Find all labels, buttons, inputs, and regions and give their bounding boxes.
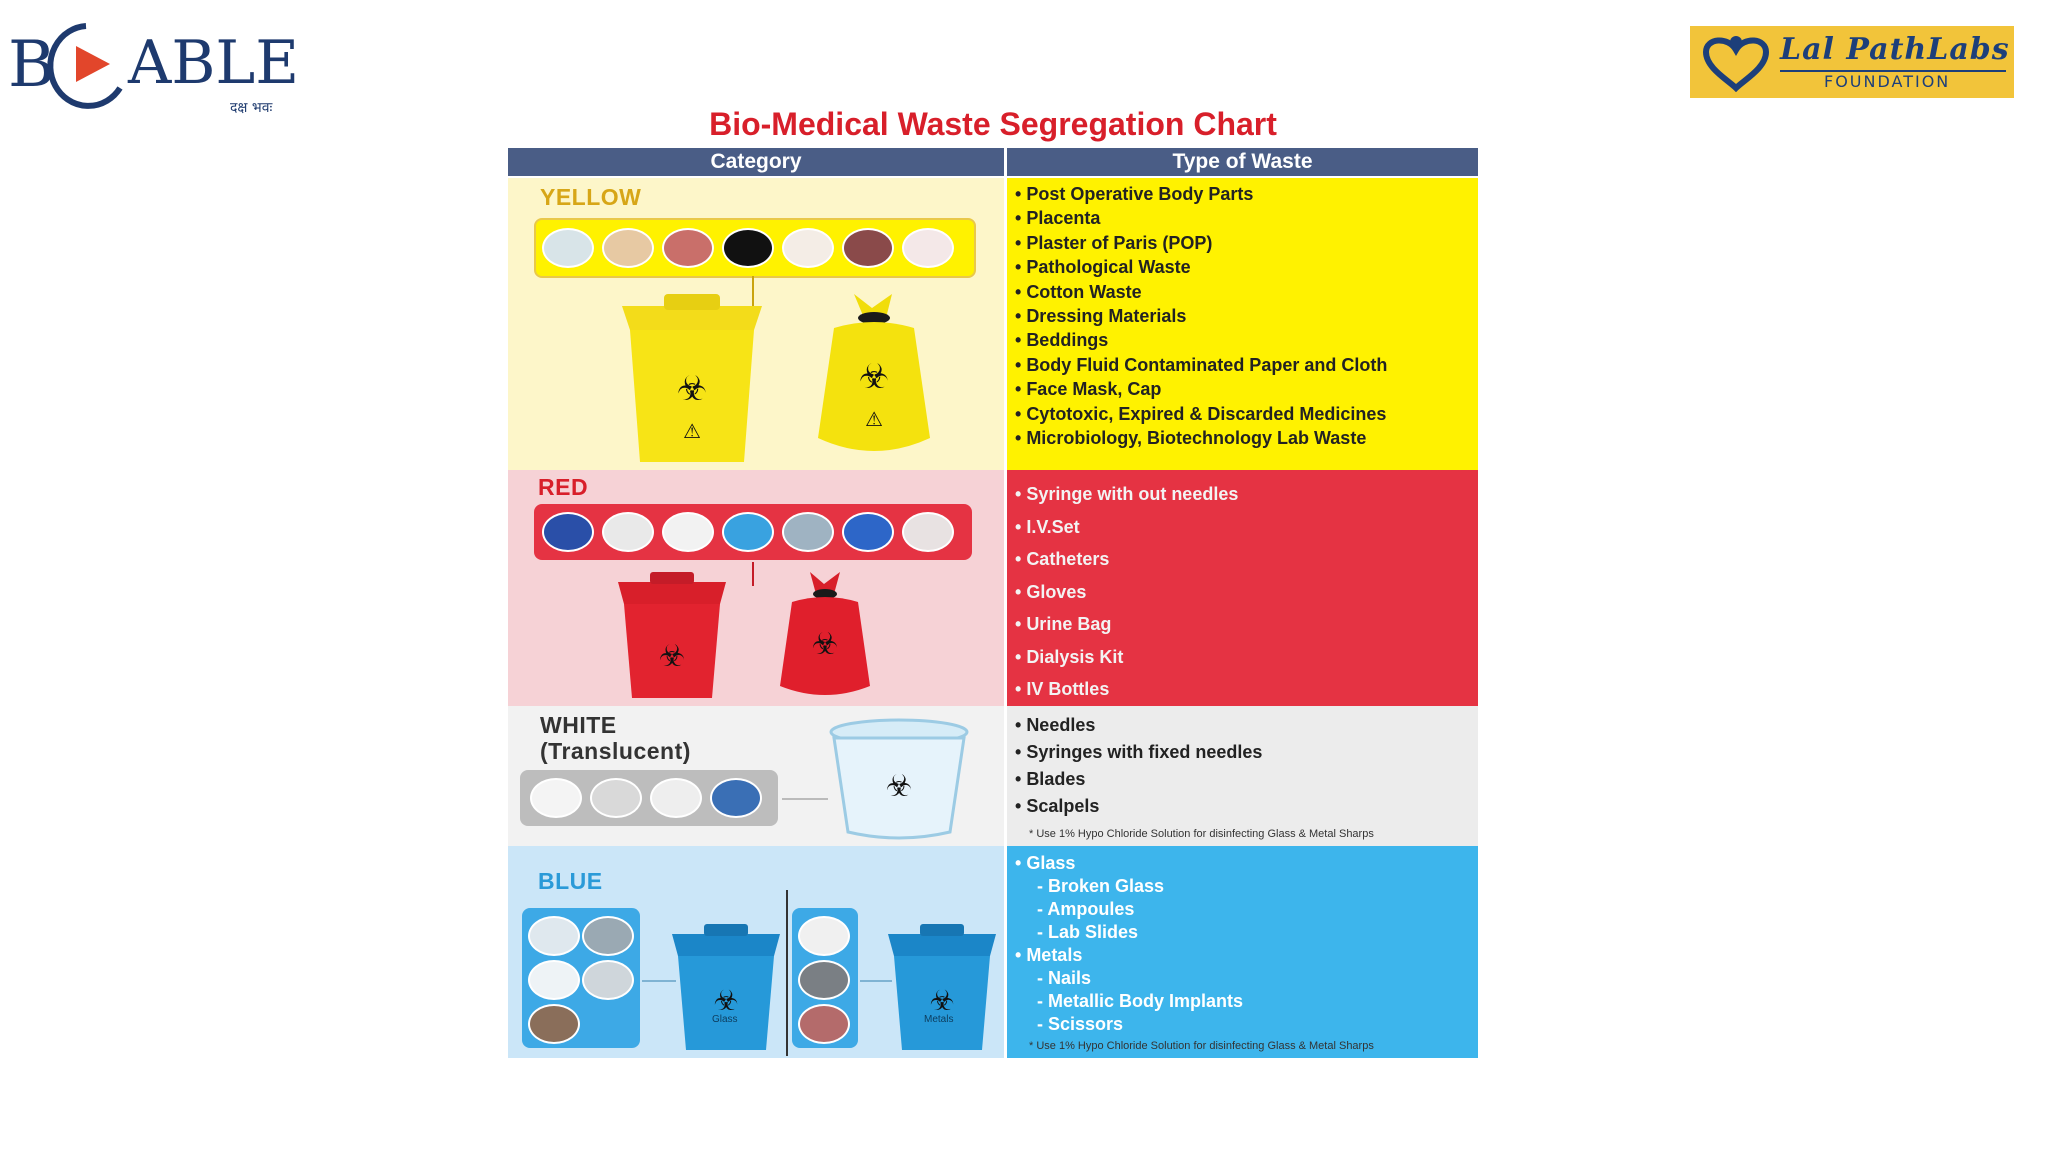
logo-tagline: दक्ष भवः: [230, 100, 273, 116]
yellow-bag-icon: [804, 288, 944, 464]
nails-thumb: [798, 916, 850, 956]
list-subitem: - Nails: [1015, 967, 1243, 990]
svg-text:☣: ☣: [676, 369, 708, 409]
glass-items-strip: [522, 908, 640, 1048]
mask-thumb: [542, 228, 594, 268]
medicine-thumb: [662, 228, 714, 268]
implants-thumb: [798, 960, 850, 1000]
red-bag-icon: [770, 568, 880, 702]
needles-thumb: [530, 778, 582, 818]
iv-bottles-thumb: [902, 512, 954, 552]
svg-text:☣: ☣: [858, 357, 890, 397]
scissors-thumb: [798, 1004, 850, 1044]
syringe-needle-thumb: [590, 778, 642, 818]
blue-type-cell: [1007, 846, 1478, 1058]
svg-text:☣: ☣: [811, 627, 839, 662]
white-disinfect-note: * Use 1% Hypo Chloride Solution for disinfecting Glass & Metal Sharps: [1029, 828, 1374, 840]
header-type: Type of Waste: [1007, 148, 1478, 176]
broken-glass-thumb: [582, 916, 634, 956]
lab-slides-thumb: [528, 1004, 580, 1044]
row-blue: [508, 846, 1478, 1058]
logo-word: ABLE: [128, 28, 300, 98]
lal-pathlabs-logo: [1690, 26, 2014, 98]
white-container-icon: [826, 716, 972, 842]
metal-items-strip: [792, 908, 858, 1048]
header-category: Category: [508, 148, 1004, 176]
list-item: • I.V.Set: [1015, 511, 1238, 544]
heart-hands-icon: [1698, 32, 1774, 92]
yellow-type-cell: [1007, 178, 1478, 470]
enable-logo: [8, 18, 300, 116]
vials-thumb: [582, 960, 634, 1000]
svg-text:⚠: ⚠: [865, 407, 883, 431]
list-item: • Blades: [1015, 766, 1262, 793]
row-red: [508, 470, 1478, 706]
ampoules-thumb: [528, 960, 580, 1000]
list-item: • Needles: [1015, 712, 1262, 739]
svg-text:☣: ☣: [885, 769, 913, 804]
chart-title: Bio-Medical Waste Segregation Chart: [709, 106, 1277, 142]
glass-bin-icon: [666, 922, 786, 1054]
dialysis-kit-thumb: [842, 512, 894, 552]
gloves-thumb: [782, 512, 834, 552]
list-item: • Scalpels: [1015, 793, 1262, 820]
scalpel-thumb: [710, 778, 762, 818]
svg-text:☣: ☣: [713, 984, 739, 1017]
list-item: • Placenta: [1015, 206, 1387, 230]
logo-letter: B: [8, 28, 56, 102]
blue-disinfect-note: * Use 1% Hypo Chloride Solution for disinfecting Glass & Metal Sharps: [1029, 1040, 1374, 1052]
category-name-blue: BLUE: [538, 868, 603, 894]
blue-category-cell: [508, 846, 1004, 1058]
red-type-cell: [1007, 470, 1478, 706]
blue-divider: [786, 890, 788, 1056]
white-connector: [782, 798, 828, 800]
white-type-cell: [1007, 706, 1478, 846]
red-bin-icon: [612, 570, 732, 702]
category-subname-white: (Translucent): [540, 738, 691, 764]
list-item: • Glass: [1015, 852, 1243, 875]
urine-bag-thumb: [722, 512, 774, 552]
list-item: • Syringes with fixed needles: [1015, 739, 1262, 766]
cotton-thumb: [902, 228, 954, 268]
list-subitem: - Metallic Body Implants: [1015, 990, 1243, 1013]
list-item: • Cytotoxic, Expired & Discarded Medicines: [1015, 402, 1387, 426]
placenta-thumb: [842, 228, 894, 268]
yellow-waste-list: [1015, 182, 1387, 450]
list-item: • Syringe with out needles: [1015, 478, 1238, 511]
category-name-white: WHITE: [540, 712, 617, 738]
red-connector: [752, 562, 754, 586]
list-subitem: - Lab Slides: [1015, 921, 1243, 944]
list-item: • Plaster of Paris (POP): [1015, 231, 1387, 255]
white-category-cell: [508, 706, 1004, 846]
row-white: [508, 706, 1478, 846]
red-waste-list: [1015, 478, 1238, 706]
red-items-strip: [534, 504, 972, 560]
list-item: • Post Operative Body Parts: [1015, 182, 1387, 206]
category-name-red: RED: [538, 474, 589, 500]
yellow-items-strip: [534, 218, 976, 278]
list-item: • Metals: [1015, 944, 1243, 967]
list-item: • Beddings: [1015, 328, 1387, 352]
glass-bin-label: Glass: [712, 1014, 738, 1025]
list-subitem: - Scissors: [1015, 1013, 1243, 1036]
list-item: • Body Fluid Contaminated Paper and Cloth: [1015, 353, 1387, 377]
metals-bin-label: Metals: [924, 1014, 954, 1025]
logo-sub: FOUNDATION: [1824, 72, 1951, 91]
category-name-yellow: YELLOW: [540, 184, 642, 210]
syringe-thumb: [542, 512, 594, 552]
list-item: • Dressing Materials: [1015, 304, 1387, 328]
svg-text:☣: ☣: [929, 984, 955, 1017]
yellow-category-cell: [508, 178, 1004, 470]
metals-bin-icon: [882, 922, 1002, 1054]
list-item: • Gloves: [1015, 576, 1238, 609]
white-waste-list: [1015, 712, 1262, 820]
row-yellow: [508, 178, 1478, 470]
bandage-thumb: [602, 228, 654, 268]
body-part-thumb: [782, 228, 834, 268]
list-item: • Face Mask, Cap: [1015, 377, 1387, 401]
blades-thumb: [650, 778, 702, 818]
svg-text:⚠: ⚠: [683, 419, 701, 443]
glass-thumb: [528, 916, 580, 956]
blue-waste-list: [1015, 852, 1243, 1036]
svg-text:☣: ☣: [658, 639, 686, 674]
list-item: • Catheters: [1015, 543, 1238, 576]
list-item: • Cotton Waste: [1015, 280, 1387, 304]
segregation-chart: [508, 104, 1478, 1056]
white-items-strip: [520, 770, 778, 826]
swab-thumb: [722, 228, 774, 268]
yellow-bin-icon: [612, 290, 772, 466]
list-subitem: - Broken Glass: [1015, 875, 1243, 898]
red-category-cell: [508, 470, 1004, 706]
catheter-thumb: [662, 512, 714, 552]
list-item: • Microbiology, Biotechnology Lab Waste: [1015, 426, 1387, 450]
list-subitem: - Ampoules: [1015, 898, 1243, 921]
logo-name: Lal PathLabs: [1780, 32, 2010, 67]
list-item: • Dialysis Kit: [1015, 641, 1238, 674]
iv-set-thumb: [602, 512, 654, 552]
list-item: • Pathological Waste: [1015, 255, 1387, 279]
play-icon: [46, 18, 126, 110]
list-item: • Urine Bag: [1015, 608, 1238, 641]
list-item: • IV Bottles: [1015, 673, 1238, 706]
